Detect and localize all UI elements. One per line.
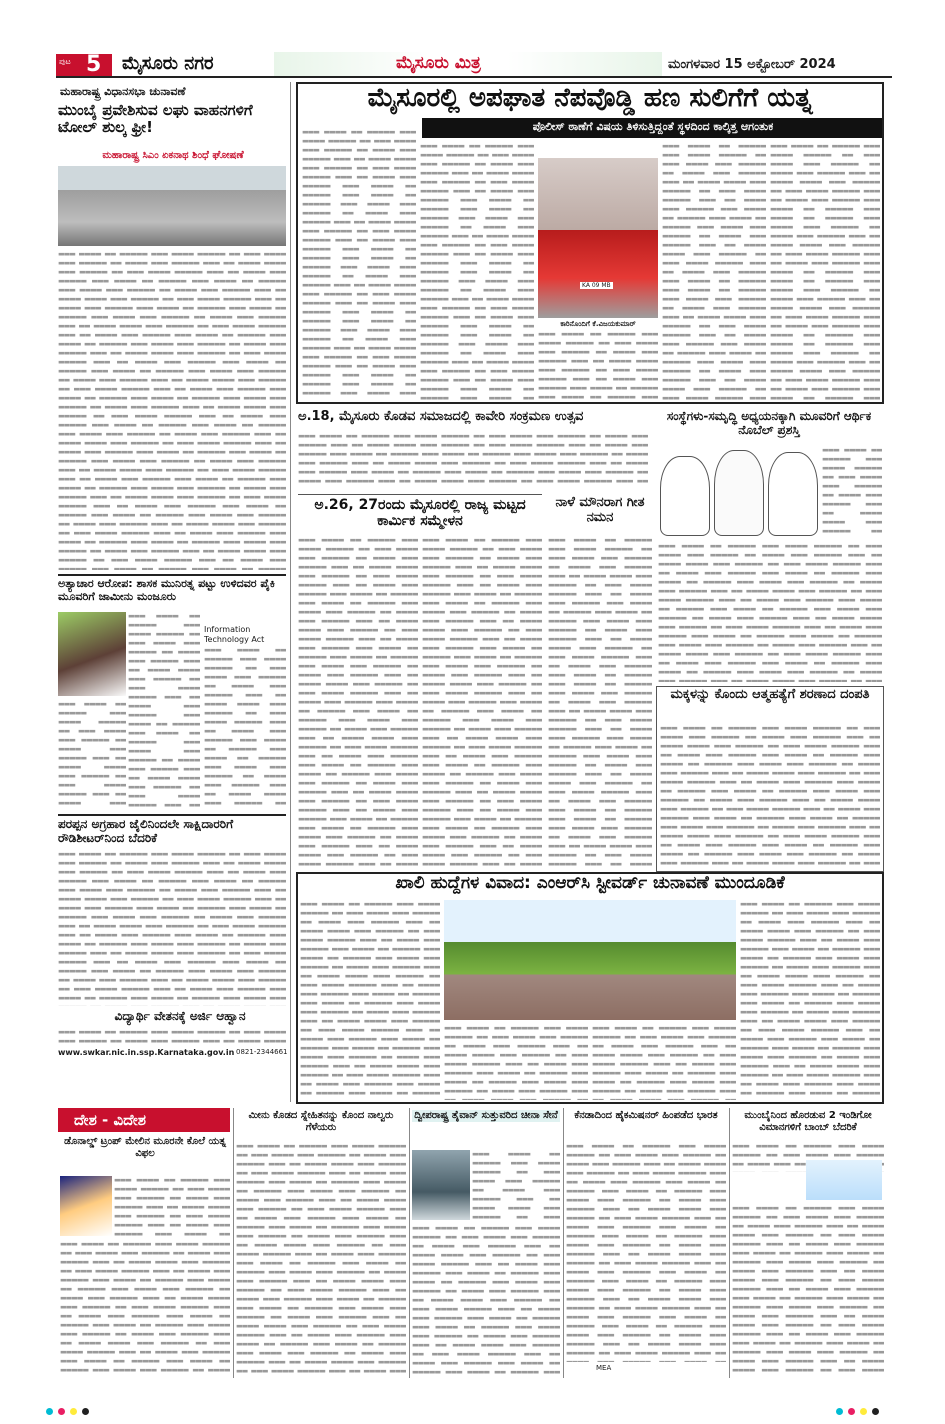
section-title: ಮೈಸೂರು ನಗರ — [122, 53, 214, 74]
lead-col-5 — [770, 142, 880, 400]
registration-marks-left — [46, 1400, 94, 1419]
fish-headline: ಮೀನು ಕೊಡದ ಸ್ನೇಹಿತನನ್ನು ಕೊಂದ ನಾಲ್ವರು ಗೆಳೆಯರು — [248, 1110, 394, 1133]
mrc-body-2 — [444, 1024, 588, 1100]
couple-headline: ಮಕ್ಕಳನ್ನು ಕೊಂದು ಆತ್ಮಹತ್ಯೆಗೆ ಶರಣಾದ ದಂಪತಿ — [670, 687, 870, 702]
lead-col-4 — [662, 142, 766, 400]
world-rule-1 — [233, 1108, 234, 1378]
lead-photo-caption: ಕಾರಿನೊಂದಿಗೆ ಕೆ.ವಿಜಯಕುಮಾರ್ — [560, 320, 636, 328]
column-rule — [290, 82, 291, 1102]
taiwan-photo — [412, 1150, 470, 1220]
laureate-portrait-3 — [768, 452, 818, 536]
couple-body — [660, 724, 880, 868]
lead-headline: ಮೈಸೂರಲ್ಲಿ ಅಪಘಾತ ನೆಪವೊಡ್ಡಿ ಹಣ ಸುಲಿಗೆಗೆ ಯತ್ನ — [367, 83, 813, 113]
canada-body — [566, 1142, 726, 1362]
mouna-headline: ನಾಳೆ ಮೌನರಾಗ ಗೀತ ನಮನ — [555, 495, 645, 525]
registration-marks-right — [836, 1400, 884, 1419]
trump-body-side — [114, 1176, 230, 1236]
bail-inline-text: Information Technology Act — [204, 625, 265, 644]
world-rule-3 — [563, 1108, 564, 1378]
kaveri-body — [298, 432, 648, 486]
toll-kicker: ಮಹಾರಾಷ್ಟ್ರ ವಿಧಾನಸಭಾ ಚುನಾವಣೆ — [60, 85, 186, 98]
world-banner — [58, 1108, 230, 1132]
mrc-body-3 — [592, 1024, 736, 1100]
bail-photo — [58, 612, 126, 696]
scholarship-headline: ವಿದ್ಯಾರ್ಥಿ ವೇತನಕ್ಕೆ ಅರ್ಜಿ ಆಹ್ವಾನ — [114, 1009, 246, 1023]
page-number: 5 — [86, 52, 102, 77]
workers-body-1 — [298, 536, 418, 868]
nobel-body — [658, 542, 882, 682]
laureate-portrait-2 — [714, 450, 764, 536]
lead-photo — [538, 158, 658, 318]
mrc-photo — [444, 900, 736, 1020]
prison-body — [58, 850, 286, 1006]
scholarship-phone: 0821-2344661 — [236, 1048, 288, 1056]
world-banner-text: ದೇಶ - ವಿದೇಶ — [74, 1111, 147, 1129]
page-number-box — [56, 54, 112, 76]
bail-body-left — [128, 612, 200, 810]
fish-body — [236, 1142, 406, 1376]
world-rule-4 — [729, 1108, 730, 1378]
world-rule-2 — [409, 1108, 410, 1378]
nobel-portraits — [660, 446, 820, 538]
flight-body — [732, 1204, 884, 1376]
kaveri-headline: ಅ.18, ಮೈಸೂರು ಕೊಡವ ಸಮಾಜದಲ್ಲಿ ಕಾವೇರಿ ಸಂಕ್ರಮಣ ಉತ್ಸವ — [298, 409, 584, 424]
canada-tail: MEA — [596, 1364, 612, 1372]
taiwan-headline: ದ್ವೀಪರಾಷ್ಟ್ರ ತೈವಾನ್ ಸುತ್ತುವರಿದ ಚೀನಾ ಸೇನೆ — [412, 1110, 560, 1122]
mouna-body — [548, 536, 652, 868]
page-label: ಪುಟ — [59, 57, 71, 66]
canada-headline: ಕೆನಡಾದಿಂದ ಹೈಕಮಿಷನರ್ ಹಿಂಪಡೆದ ಭಾರತ — [574, 1110, 718, 1121]
nobel-headline: ಸಂಸ್ಥೆಗಳು-ಸಮೃದ್ಧಿ ಅಧ್ಯಯನಕ್ಕಾಗಿ ಮೂವರಿಗೆ ಆರ್ಥಿಕ ನೊಬೆಲ್ ಪ್ರಶಸ್ತಿ — [666, 409, 872, 437]
mrc-body-4 — [740, 900, 880, 1100]
prison-headline — [58, 814, 286, 846]
lead-subhead: ಪೊಲೀಸ್ ಠಾಣೆಗೆ ವಿಷಯ ತಿಳಿಸುತ್ತಿದ್ದಂತೆ ಸ್ಥಳದಿಂದ ಕಾಲ್ಕಿತ್ತ ಆಗಂತುಕ — [532, 120, 774, 133]
flight-photo — [806, 1160, 882, 1200]
taiwan-body-side — [472, 1150, 560, 1220]
paper-logo: ಮೈಸೂರು ಮಿತ್ರ — [396, 53, 481, 73]
trump-headline: ಡೊನಾಲ್ಡ್ ಟ್ರಂಪ್ ಮೇಲಿನ ಮೂರನೇ ಕೊಲೆ ಯತ್ನ ವಿಫಲ — [64, 1136, 226, 1159]
lead-photo-plate: KA 09 MB — [582, 282, 611, 289]
nobel-body-side — [822, 446, 882, 538]
lead-col-2 — [420, 142, 534, 400]
trump-body — [60, 1240, 230, 1376]
mrc-body-1 — [300, 900, 440, 1100]
trump-photo — [60, 1176, 112, 1236]
laureate-portrait-1 — [660, 456, 710, 536]
scholarship-url[interactable]: www.swkar.nic.in.ssp.Karnataka.gov.in — [58, 1048, 235, 1057]
masthead-bar — [56, 52, 892, 78]
lead-col-1 — [302, 128, 416, 400]
bail-body-bottom — [58, 700, 126, 810]
taiwan-body — [412, 1224, 560, 1376]
lead-col-3a — [538, 330, 658, 400]
workers-body-2 — [422, 536, 542, 868]
flight-headline: ಮುಂಬೈನಿಂದ ಹೊರಡುವ 2 ಇಂಡಿಗೋ ವಿಮಾನಗಳಿಗೆ ಬಾಂಬ್ ಬೆದರಿಕೆ — [744, 1110, 872, 1133]
toll-headline: ಮುಂಬೈ ಪ್ರವೇಶಿಸುವ ಲಘು ವಾಹನಗಳಿಗೆ ಟೋಲ್ ಶುಲ್ಕ ಫ್ರೀ! — [58, 101, 253, 137]
workers-headline: ಅ.26, 27ರಂದು ಮೈಸೂರಲ್ಲಿ ರಾಜ್ಯ ಮಟ್ಟದ ಕಾರ್ಮಿಕ ಸಮ್ಮೇಳನ — [298, 494, 542, 529]
scholarship-body — [58, 1028, 286, 1046]
toll-body — [58, 250, 286, 570]
toll-photo — [58, 166, 286, 246]
mrc-headline: ಖಾಲಿ ಹುದ್ದೆಗಳ ವಿವಾದ: ಎಂಆರ್‌ಸಿ ಸ್ಟೀವರ್ಡ್ ಚುನಾವಣೆ ಮುಂದೂಡಿಕೆ — [395, 873, 785, 893]
prison-headline-text: ಪರಪ್ಪನ ಅಗ್ರಹಾರ ಜೈಲಿನಿಂದಲೇ ಸಾಕ್ಷಿದಾರರಿಗೆ ರೌಡಿಶೀಟರ್‌ನಿಂದ ಬೆದರಿಕೆ — [58, 817, 234, 845]
toll-subhead: ಮಹಾರಾಷ್ಟ್ರ ಸಿಎಂ ಏಕನಾಥ ಶಿಂಧೆ ಘೋಷಣೆ — [102, 150, 244, 161]
bail-body-right — [204, 646, 286, 810]
issue-date: ಮಂಗಳವಾರ 15 ಅಕ್ಟೋಬರ್ 2024 — [668, 57, 836, 72]
bail-headline: ಅತ್ಯಾಚಾರ ಆರೋಪ: ಶಾಸಕ ಮುನಿರತ್ನ ಪಟ್ಟು ಉಳಿದವರ ಪೈಕಿ ಮೂವರಿಗೆ ಜಾಮೀನು ಮಂಜೂರು — [58, 574, 286, 603]
